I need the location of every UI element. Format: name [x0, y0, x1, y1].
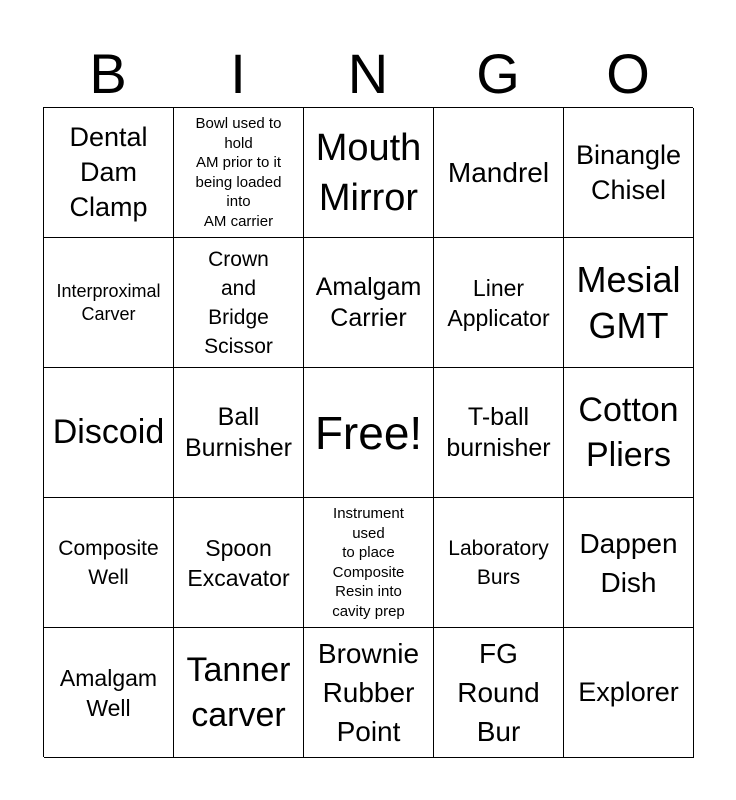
- cell-label: Cotton Pliers: [578, 390, 679, 474]
- bingo-cell[interactable]: [434, 238, 564, 368]
- cell-label: T-ball burnisher: [446, 402, 551, 462]
- header-letter-b: B: [89, 42, 127, 105]
- cell-label: Ball Burnisher: [185, 402, 292, 462]
- bingo-cell[interactable]: [564, 108, 694, 238]
- bingo-cell[interactable]: [434, 628, 564, 758]
- bingo-cell[interactable]: [174, 628, 304, 758]
- bingo-cell[interactable]: [44, 108, 174, 238]
- bingo-cell[interactable]: [174, 238, 304, 368]
- bingo-cell[interactable]: [174, 368, 304, 498]
- cell-label: Laboratory Burs: [448, 536, 549, 589]
- cell-label: Dental Dam Clamp: [69, 122, 148, 222]
- bingo-cell[interactable]: [564, 498, 694, 628]
- bingo-cell[interactable]: [44, 238, 174, 368]
- cell-label: FG Round Bur: [457, 638, 540, 747]
- bingo-cell[interactable]: [564, 238, 694, 368]
- bingo-cell[interactable]: [564, 628, 694, 758]
- cell-label: Crown and Bridge Scissor: [204, 247, 273, 358]
- cell-label: Spoon Excavator: [187, 534, 290, 591]
- cell-label: Bowl used to hold AM prior to it being loaded into AM carrier: [195, 115, 282, 230]
- bingo-cell[interactable]: [304, 108, 434, 238]
- cell-label: Tanner carver: [186, 650, 291, 734]
- bingo-cell[interactable]: [434, 368, 564, 498]
- header-letter-g: G: [476, 42, 520, 105]
- bingo-cell[interactable]: [44, 498, 174, 628]
- bingo-cell[interactable]: [434, 498, 564, 628]
- cell-label: Binangle Chisel: [575, 139, 682, 205]
- cell-label: Amalgam Carrier: [315, 272, 422, 332]
- header-letter-n: N: [347, 42, 389, 105]
- cell-label: Interproximal Carver: [56, 280, 161, 324]
- cell-label: Liner Applicator: [447, 274, 550, 331]
- cell-label: Mandrel: [447, 157, 550, 188]
- bingo-cell[interactable]: [304, 238, 434, 368]
- bingo-grid: [43, 107, 693, 757]
- bingo-cell[interactable]: [174, 108, 304, 238]
- cell-label: Mouth Mirror: [315, 126, 422, 219]
- free-space-cell[interactable]: [304, 368, 434, 498]
- cell-label: Discoid: [52, 413, 165, 451]
- free-space-label: Free!: [314, 406, 423, 459]
- bingo-cell[interactable]: [44, 368, 174, 498]
- bingo-cell[interactable]: [434, 108, 564, 238]
- cell-label: Amalgam Well: [59, 664, 158, 721]
- bingo-cell[interactable]: [304, 498, 434, 628]
- cell-label: Brownie Rubber Point: [317, 638, 420, 747]
- cell-label: Dappen Dish: [579, 527, 678, 598]
- header-letter-o: O: [606, 42, 650, 105]
- cell-label: Instrument used to place Composite Resin into cavity prep: [332, 505, 405, 620]
- bingo-cell[interactable]: [304, 628, 434, 758]
- cell-label: Composite Well: [58, 536, 159, 589]
- cell-label: Explorer: [578, 677, 679, 707]
- bingo-cell[interactable]: [174, 498, 304, 628]
- header-letter-i: I: [230, 42, 246, 105]
- cell-label: Mesial GMT: [576, 258, 681, 346]
- bingo-cell[interactable]: [44, 628, 174, 758]
- bingo-header: [43, 40, 693, 108]
- bingo-cell[interactable]: [564, 368, 694, 498]
